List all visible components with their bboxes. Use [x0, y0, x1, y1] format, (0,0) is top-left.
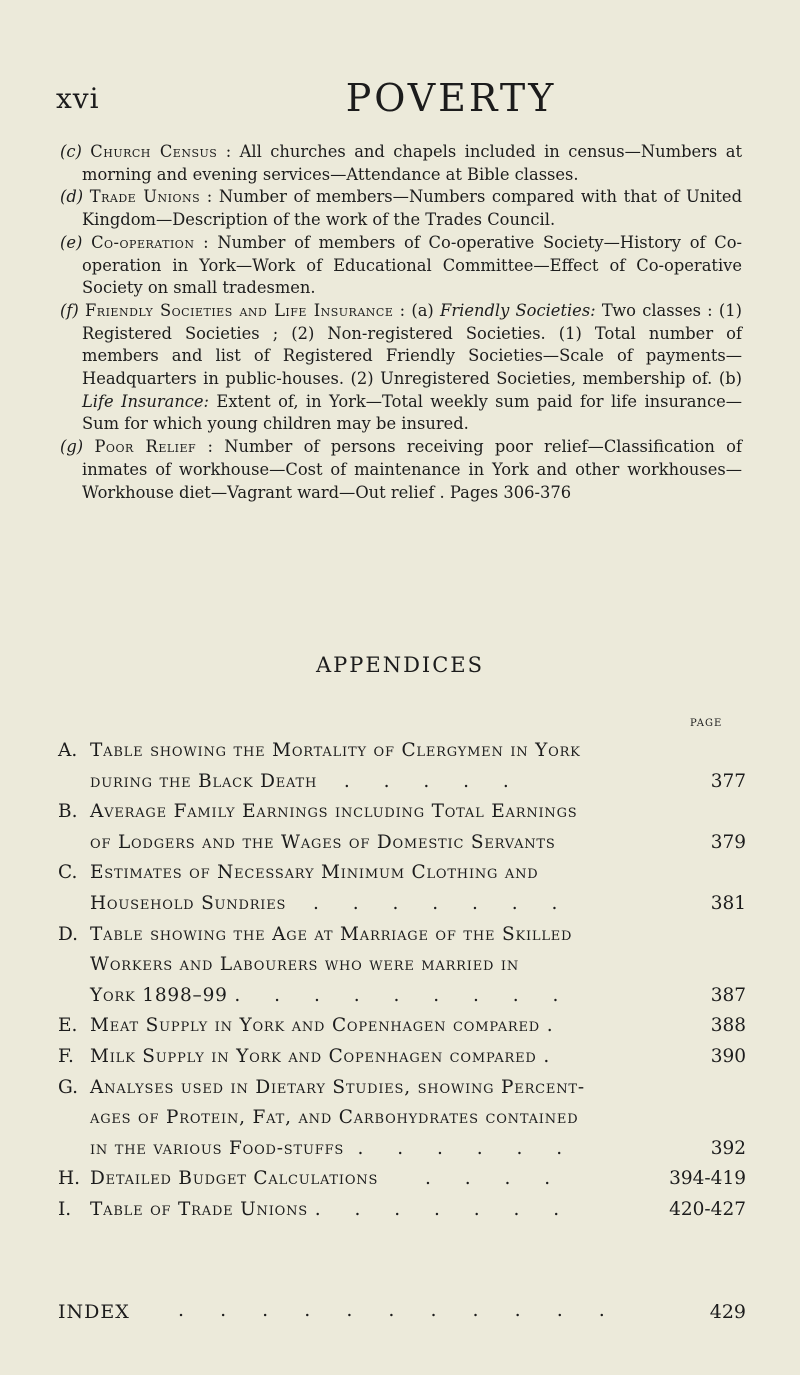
section-friendly-societies	[60, 300, 742, 436]
appendices-list	[58, 736, 746, 1226]
appendix-title-line: during the Black Death	[90, 770, 318, 792]
appendix-letter: D.	[58, 923, 79, 945]
section-text: : Number of members—Numbers compared with that of United Kingdom—Description of the work of the Trades Council.	[82, 187, 742, 230]
section-text: Extent of, in York—Total weekly sum paid for life insurance—Sum for which young children may be insured.	[82, 391, 742, 434]
section-church-census	[60, 141, 742, 186]
section-text: : (a)	[393, 300, 441, 320]
leader-dots: . . . .	[424, 1168, 565, 1190]
appendix-title-line: Analyses used in Dietary Studies, showing Percent-	[90, 1076, 585, 1098]
appendix-title-line: Average Family Earnings including Total Earnings	[90, 801, 578, 823]
appendix-letter: E.	[58, 1015, 78, 1037]
appendix-page: 394-419	[669, 1168, 746, 1190]
index-label: INDEX	[58, 1301, 130, 1323]
section-co-operation	[60, 232, 742, 300]
leader-dots: . . . . . . . . .	[234, 984, 573, 1006]
leader-dots: . . . . . .	[357, 1137, 577, 1159]
appendix-title-line: ages of Protein, Fat, and Carbohydrates contained	[90, 1107, 579, 1129]
section-mark: (g)	[60, 437, 84, 457]
page-column-label: PAGE	[690, 718, 723, 729]
leader-dots: . . . . . . .	[312, 892, 572, 914]
section-heading: Trade Unions	[89, 187, 201, 207]
appendix-entry-d	[58, 920, 746, 1012]
section-heading: Church Census	[90, 142, 218, 161]
section-text: : Number of persons receiving poor relief—Classification of inmates of workhouse—Cost of maintenance in York and other workhouses—Workhouse diet—Vagrant ward—Out relief	[82, 437, 742, 502]
appendix-page: 392	[710, 1137, 746, 1159]
section-mark: (f)	[60, 300, 79, 320]
leader-dots: . . . . . . .	[314, 1198, 574, 1220]
appendix-entry-g	[58, 1073, 746, 1165]
leader-dots: .	[546, 1015, 554, 1037]
section-text: : All churches and chapels included in census—Numbers at morning and evening services—Attendance at Bible classes.	[82, 142, 742, 184]
index-page: 429	[709, 1301, 746, 1323]
leader-dots: . . . . . . . . . . .	[178, 1299, 620, 1321]
appendix-page: 381	[710, 892, 746, 914]
appendix-page: 420-427	[669, 1198, 746, 1220]
appendix-title-line: Table showing the Age at Marriage of the Skilled	[90, 923, 573, 945]
appendix-page: 377	[710, 770, 746, 792]
appendix-title-line: Meat Supply in York and Copenhagen compared	[90, 1015, 540, 1037]
appendix-title-line: Workers and Labourers who were married in	[90, 954, 519, 976]
section-heading: Poor Relief	[94, 437, 197, 457]
appendix-entry-b	[58, 797, 746, 858]
section-text: Two classes : (1) Registered Societies ; (2) Non-registered Societies. (1) Total number of members and list of Registered Friendly Societies—Scale of payments—Headquarters in public-houses. (2) Unregistered Societies, membership of. (b)	[82, 300, 742, 389]
appendix-title-line: Estimates of Necessary Minimum Clothing and	[90, 862, 539, 884]
section-pages: Pages 306-376	[449, 482, 572, 502]
appendix-title-line: Detailed Budget Calculations	[90, 1168, 379, 1190]
appendix-title-line: in the various Food-stuffs	[90, 1137, 345, 1159]
appendix-entry-h	[58, 1164, 746, 1195]
page-header	[56, 76, 756, 126]
appendix-entry-i	[58, 1195, 746, 1226]
appendix-letter: B.	[58, 801, 78, 823]
appendix-title-line: of Lodgers and the Wages of Domestic Servants	[90, 831, 556, 853]
page-number: xvi	[56, 82, 100, 115]
appendices-heading: APPENDICES	[315, 653, 485, 677]
appendix-letter: C.	[58, 862, 78, 884]
appendix-title-line: York 1898–99	[90, 984, 228, 1006]
appendix-title-line: Milk Supply in York and Copenhagen compared	[90, 1045, 537, 1067]
appendix-page: 390	[710, 1045, 746, 1067]
section-trade-unions	[60, 186, 742, 231]
index-entry	[58, 1301, 746, 1331]
section-mark: (e)	[60, 232, 83, 252]
section-mark: (c)	[60, 142, 82, 161]
appendix-title-line: Table of Trade Unions	[90, 1198, 308, 1220]
section-heading: Co-operation	[91, 232, 195, 252]
appendix-entry-f	[58, 1042, 746, 1073]
section-subheading: Friendly Societies:	[440, 300, 596, 320]
appendix-entry-a	[58, 736, 746, 797]
appendix-letter: F.	[58, 1045, 74, 1067]
appendix-letter: A.	[58, 740, 78, 761]
appendix-entry-e	[58, 1011, 746, 1042]
section-subheading: Life Insurance:	[82, 391, 210, 411]
leader-dots: .	[434, 482, 450, 502]
section-poor-relief	[60, 436, 742, 504]
appendix-page: 388	[710, 1015, 746, 1037]
contents-sections	[60, 141, 742, 504]
section-heading: Friendly Societies and Life Insurance	[85, 300, 394, 320]
leader-dots: . . . . .	[343, 770, 523, 792]
appendix-title-line: Household Sundries	[90, 892, 287, 914]
appendix-letter: G.	[58, 1076, 78, 1098]
section-text: : Number of members of Co-operative Society—History of Co-operation in York—Work of Educational Committee—Effect of Co-operative Society on small tradesmen.	[82, 232, 742, 298]
appendix-page: 379	[710, 831, 746, 853]
appendix-letter: I.	[58, 1198, 72, 1220]
appendix-page: 387	[710, 984, 746, 1006]
section-mark: (d)	[60, 187, 84, 207]
running-title: POVERTY	[345, 76, 557, 120]
leader-dots: .	[543, 1045, 551, 1067]
appendix-entry-c	[58, 858, 746, 919]
appendix-title-line: Table showing the Mortality of Clergymen in York	[90, 740, 581, 761]
appendix-letter: H.	[58, 1168, 81, 1190]
